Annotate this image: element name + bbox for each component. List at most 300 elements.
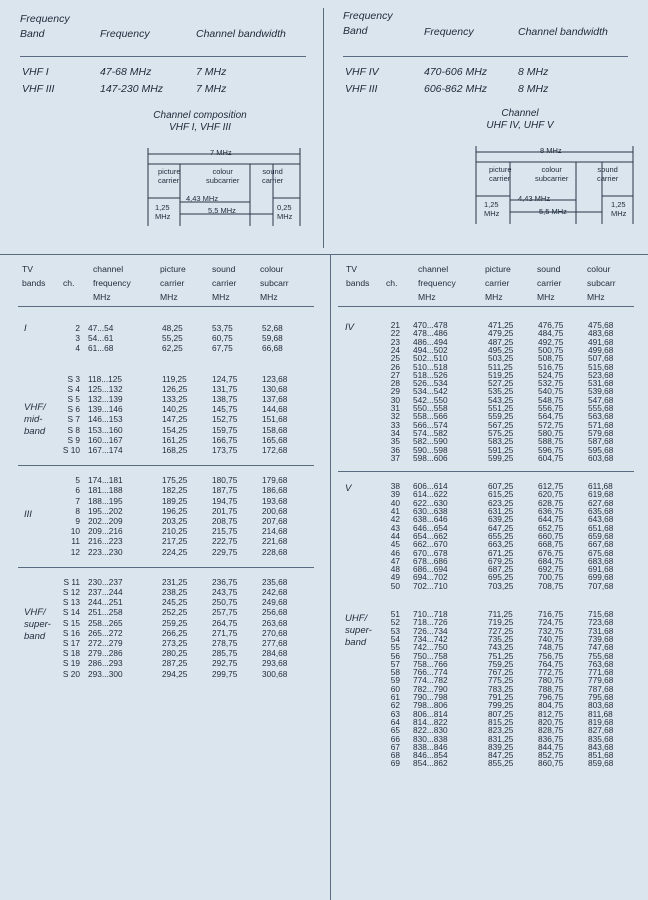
uhf-colour-subcarrier: colour subcarrier xyxy=(535,165,569,183)
colour-subcarrier: 715,68 xyxy=(588,609,614,619)
picture-carrier: 252,25 xyxy=(162,607,188,618)
sound-carrier: 676,75 xyxy=(538,547,564,558)
sound-carrier: 152,75 xyxy=(212,414,238,425)
colour-subcarrier: 300,68 xyxy=(262,668,288,679)
colour-subcarrier: 843,68 xyxy=(588,741,614,752)
picture-carrier: 210,25 xyxy=(162,526,188,537)
channel-number: 10 xyxy=(70,526,80,537)
vhf-left-gap: 1,25 MHz xyxy=(155,203,171,221)
uhf-right-gap: 1,25 MHz xyxy=(611,200,627,218)
diagram-uhf-caption: Channel UHF IV, UHF V xyxy=(486,108,554,131)
uhf-sound-carrier: sound carrier xyxy=(597,165,619,183)
band-bandwidth: 7 MHz xyxy=(196,66,227,78)
colour-subcarrier: 186,68 xyxy=(262,485,288,496)
channel-frequency: 678...686 xyxy=(413,555,448,566)
picture-carrier: 527,25 xyxy=(488,378,514,389)
picture-carrier: 615,25 xyxy=(488,489,514,500)
vhf-colour-subcarrier: colour subcarrier xyxy=(206,167,240,185)
picture-carrier: 743,25 xyxy=(488,642,514,653)
channel-frequency: 494...502 xyxy=(413,344,448,355)
channel-frequency: 486...494 xyxy=(413,336,448,347)
right-th-ch: ch. xyxy=(386,278,398,288)
sound-carrier: 764,75 xyxy=(538,658,564,669)
channel-frequency: 174...181 xyxy=(88,475,123,486)
colour-subcarrier: 563,68 xyxy=(588,411,614,422)
sound-carrier: 532,75 xyxy=(538,378,564,389)
sound-carrier: 124,75 xyxy=(212,373,238,384)
picture-carrier: 231,25 xyxy=(162,576,188,587)
colour-subcarrier: 130,68 xyxy=(262,383,288,394)
channel-number: 65 xyxy=(390,725,400,736)
channel-number: 40 xyxy=(390,497,400,508)
channel-number: 51 xyxy=(390,609,400,619)
colour-subcarrier: 763,68 xyxy=(588,658,614,669)
channel-number: 43 xyxy=(390,522,400,533)
band-header-right xyxy=(343,9,393,39)
group-divider xyxy=(338,471,634,472)
colour-subcarrier: 571,68 xyxy=(588,419,614,430)
sound-carrier: 476,75 xyxy=(538,320,564,330)
sound-carrier: 836,75 xyxy=(538,733,564,744)
channel-frequency: 534...542 xyxy=(413,386,448,397)
sound-carrier: 572,75 xyxy=(538,419,564,430)
channel-number: S 16 xyxy=(62,627,80,638)
left-th-snd: sound carrier MHz xyxy=(212,264,237,302)
colour-subcarrier: 827,68 xyxy=(588,725,614,736)
picture-carrier: 719,25 xyxy=(488,617,514,628)
band-frequency: 147-230 MHz xyxy=(100,83,164,95)
channel-number: 50 xyxy=(390,580,400,591)
channel-number: 11 xyxy=(71,536,80,547)
colour-subcarrier: 507,68 xyxy=(588,353,614,364)
channel-frequency: 574...582 xyxy=(413,427,448,438)
channel-frequency: 782...790 xyxy=(413,683,448,694)
channel-frequency: 195...202 xyxy=(88,505,123,516)
sound-carrier: 243,75 xyxy=(212,587,238,597)
channel-number: 46 xyxy=(390,547,400,558)
sound-carrier: 236,75 xyxy=(212,576,238,587)
right-th-freq: channel frequency MHz xyxy=(418,264,456,302)
colour-subcarrier: 523,68 xyxy=(588,369,614,380)
vhf-mid2: 5,5 MHz xyxy=(208,206,236,215)
channel-number: 28 xyxy=(390,378,400,389)
channel-frequency: 181...188 xyxy=(88,485,123,496)
band-group-label: V xyxy=(345,483,352,495)
group-divider xyxy=(18,567,314,568)
vhf-picture-carrier: picture carrier xyxy=(158,167,181,185)
picture-carrier: 196,25 xyxy=(162,505,188,516)
colour-subcarrier: 771,68 xyxy=(588,667,614,678)
picture-carrier: 126,25 xyxy=(162,383,188,394)
picture-carrier: 495,25 xyxy=(488,344,514,355)
channel-number: 31 xyxy=(390,403,400,413)
right-th-bands: TV bands xyxy=(346,264,370,288)
channel-number: S 12 xyxy=(62,587,80,597)
picture-carrier: 479,25 xyxy=(488,328,514,339)
channel-frequency: 153...160 xyxy=(88,424,123,435)
vhf-mid1: 4,43 MHz xyxy=(186,194,219,203)
colour-subcarrier: 611,68 xyxy=(588,481,613,492)
colour-subcarrier: 249,68 xyxy=(262,597,288,608)
sound-carrier: 201,75 xyxy=(212,505,238,516)
picture-carrier: 511,25 xyxy=(488,361,513,372)
channel-number: 9 xyxy=(75,516,80,526)
left-th-freq: channel frequency MHz xyxy=(93,264,131,302)
colour-subcarrier: 256,68 xyxy=(262,607,288,618)
channel-frequency: 566...574 xyxy=(413,419,448,430)
sound-carrier: 604,75 xyxy=(538,452,564,463)
picture-carrier: 799,25 xyxy=(488,700,514,711)
channel-number: 68 xyxy=(390,750,400,761)
sound-carrier: 828,75 xyxy=(538,725,564,736)
channel-frequency: 606...614 xyxy=(413,481,448,492)
sound-carrier: 299,75 xyxy=(212,668,238,679)
channel-number: 63 xyxy=(390,708,400,719)
band-group-label: IV xyxy=(345,322,354,333)
picture-carrier: 671,25 xyxy=(488,547,514,558)
diagram-vhf-caption: Channel composition VHF I, VHF III xyxy=(153,110,247,133)
band-bandwidth: 8 MHz xyxy=(518,66,549,78)
colour-subcarrier: 859,68 xyxy=(588,758,614,769)
colour-subcarrier: 270,68 xyxy=(262,627,288,638)
channel-frequency: 542...550 xyxy=(413,394,448,405)
channel-number: S 14 xyxy=(62,607,80,618)
colour-subcarrier: 228,68 xyxy=(262,546,288,557)
channel-frequency: 279...286 xyxy=(88,648,123,659)
picture-carrier: 519,25 xyxy=(488,369,514,380)
sound-carrier: 180,75 xyxy=(212,475,238,486)
picture-carrier: 631,25 xyxy=(488,506,514,516)
colour-subcarrier: 579,68 xyxy=(588,427,614,438)
picture-carrier: 140,25 xyxy=(162,404,188,415)
channel-frequency: 230...237 xyxy=(88,576,123,587)
channel-number: S 13 xyxy=(62,597,80,608)
sound-carrier: 131,75 xyxy=(212,383,238,394)
sound-carrier: 138,75 xyxy=(212,394,238,404)
channel-frequency: 47...54 xyxy=(88,323,114,333)
picture-carrier: 294,25 xyxy=(162,668,188,679)
sound-carrier: 159,75 xyxy=(212,424,238,435)
sound-carrier: 67,75 xyxy=(212,343,233,354)
channel-frequency: 510...518 xyxy=(413,361,448,372)
band-frequency: 470-606 MHz xyxy=(424,66,488,78)
channel-frequency: 710...718 xyxy=(413,609,448,619)
sound-carrier: 620,75 xyxy=(538,489,564,500)
channel-number: S 3 xyxy=(67,373,80,384)
channel-number: 55 xyxy=(390,642,400,653)
sound-carrier: 756,75 xyxy=(538,650,564,661)
channel-frequency: 293...300 xyxy=(88,668,123,679)
channel-number: S 6 xyxy=(67,404,80,415)
channel-number: 48 xyxy=(390,564,400,575)
sound-carrier: 285,75 xyxy=(212,648,238,659)
colour-subcarrier: 811,68 xyxy=(588,708,613,719)
colour-subcarrier: 539,68 xyxy=(588,386,614,397)
colour-subcarrier: 491,68 xyxy=(588,336,614,347)
col-channel-bandwidth-right: Channel bandwidth xyxy=(518,26,608,38)
right-th-snd: sound carrier MHz xyxy=(537,264,562,302)
channel-frequency: 209...216 xyxy=(88,526,123,537)
sound-carrier: 820,75 xyxy=(538,716,564,727)
channel-number: S 19 xyxy=(62,658,80,669)
picture-carrier: 751,25 xyxy=(488,650,514,661)
picture-carrier: 623,25 xyxy=(488,497,514,508)
picture-carrier: 663,25 xyxy=(488,539,514,550)
picture-carrier: 189,25 xyxy=(162,495,188,506)
sound-carrier: 250,75 xyxy=(212,597,238,608)
channel-number: 42 xyxy=(390,514,400,525)
uhf-total: 8 MHz xyxy=(540,146,562,155)
channel-frequency: 734...742 xyxy=(413,633,448,644)
band-group-label: VHF/ super- band xyxy=(24,606,51,642)
colour-subcarrier: 635,68 xyxy=(588,506,614,516)
channel-frequency: 61...68 xyxy=(88,343,114,354)
channel-number: 24 xyxy=(390,344,400,355)
sound-carrier: 524,75 xyxy=(538,369,564,380)
sound-carrier: 852,75 xyxy=(538,750,564,761)
colour-subcarrier: 819,68 xyxy=(588,716,614,727)
channel-frequency: 646...654 xyxy=(413,522,448,533)
colour-subcarrier: 200,68 xyxy=(262,505,288,516)
channel-number: 47 xyxy=(390,555,400,566)
channel-frequency: 258...265 xyxy=(88,617,123,628)
channel-frequency: 216...223 xyxy=(88,536,123,547)
sound-carrier: 588,75 xyxy=(538,436,564,447)
channel-number: 58 xyxy=(390,667,400,678)
channel-frequency: 622...630 xyxy=(413,497,448,508)
channel-number: 62 xyxy=(390,700,400,711)
picture-carrier: 607,25 xyxy=(488,481,514,492)
colour-subcarrier: 59,68 xyxy=(262,333,283,344)
channel-number: 23 xyxy=(390,336,400,347)
picture-carrier: 687,25 xyxy=(488,564,514,575)
uhf-picture-carrier: picture carrier xyxy=(489,165,512,183)
colour-subcarrier: 683,68 xyxy=(588,555,614,566)
picture-carrier: 575,25 xyxy=(488,427,514,438)
sound-carrier: 780,75 xyxy=(538,675,564,686)
channel-number: S 18 xyxy=(62,648,80,659)
channel-number: 29 xyxy=(390,386,400,397)
sound-carrier: 257,75 xyxy=(212,607,238,618)
sound-carrier: 844,75 xyxy=(538,741,564,752)
colour-subcarrier: 277,68 xyxy=(262,638,288,648)
left-th-pic: picture carrier MHz xyxy=(160,264,186,302)
channel-frequency: 139...146 xyxy=(88,404,123,415)
vhf-sound-carrier: sound carrier xyxy=(262,167,284,185)
sound-carrier: 292,75 xyxy=(212,658,238,669)
channel-frequency: 614...622 xyxy=(413,489,448,500)
channel-number: 44 xyxy=(390,530,400,541)
channel-frequency: 630...638 xyxy=(413,506,448,516)
channel-frequency: 662...670 xyxy=(413,539,448,550)
channel-frequency: 766...774 xyxy=(413,667,448,678)
channel-frequency: 558...566 xyxy=(413,411,448,422)
colour-subcarrier: 795,68 xyxy=(588,692,614,702)
channel-frequency: 694...702 xyxy=(413,572,448,583)
sound-carrier: 796,75 xyxy=(538,692,564,702)
colour-subcarrier: 515,68 xyxy=(588,361,614,372)
picture-carrier: 647,25 xyxy=(488,522,514,533)
channel-number: 25 xyxy=(390,353,400,364)
channel-frequency: 654...662 xyxy=(413,530,448,541)
colour-subcarrier: 643,68 xyxy=(588,514,614,525)
picture-carrier: 655,25 xyxy=(488,530,514,541)
channel-number: 6 xyxy=(75,485,80,496)
band-group-label: UHF/ super- band xyxy=(345,613,372,648)
channel-frequency: 125...132 xyxy=(88,383,123,394)
channel-frequency: 167...174 xyxy=(88,445,123,455)
colour-subcarrier: 172,68 xyxy=(262,445,288,455)
left-th-bands: TV bands xyxy=(22,264,46,288)
col-frequency: Frequency xyxy=(100,28,150,40)
channel-number: 64 xyxy=(390,716,400,727)
channel-number: 49 xyxy=(390,572,400,583)
picture-carrier: 679,25 xyxy=(488,555,514,566)
sound-carrier: 278,75 xyxy=(212,638,238,648)
sound-carrier: 556,75 xyxy=(538,403,564,413)
channel-frequency: 265...272 xyxy=(88,627,123,638)
picture-carrier: 182,25 xyxy=(162,485,188,496)
channel-number: 21 xyxy=(390,320,400,330)
picture-carrier: 783,25 xyxy=(488,683,514,694)
channel-frequency: 830...838 xyxy=(413,733,448,744)
sound-carrier: 492,75 xyxy=(538,336,564,347)
colour-subcarrier: 293,68 xyxy=(262,658,288,669)
sound-carrier: 548,75 xyxy=(538,394,564,405)
channel-frequency: 702...710 xyxy=(413,580,448,591)
picture-carrier: 567,25 xyxy=(488,419,514,430)
colour-subcarrier: 675,68 xyxy=(588,547,614,558)
channel-frequency: 758...766 xyxy=(413,658,448,669)
channel-number: S 7 xyxy=(67,414,80,425)
col-frequency-band-right: Frequency Band xyxy=(343,10,393,37)
colour-subcarrier: 595,68 xyxy=(588,444,614,455)
picture-carrier: 559,25 xyxy=(488,411,514,422)
channel-frequency: 132...139 xyxy=(88,394,123,404)
channel-frequency: 470...478 xyxy=(413,320,448,330)
sound-carrier: 540,75 xyxy=(538,386,564,397)
channel-frequency: 590...598 xyxy=(413,444,448,455)
channel-number: 32 xyxy=(390,411,400,422)
channel-frequency: 806...814 xyxy=(413,708,448,719)
channel-number: 33 xyxy=(390,419,400,430)
right-th-col: colour subcarr MHz xyxy=(587,264,616,302)
colour-subcarrier: 52,68 xyxy=(262,323,283,333)
sound-carrier: 166,75 xyxy=(212,434,238,445)
col-channel-bandwidth: Channel bandwidth xyxy=(196,28,286,40)
uhf-mid1: 4,43 MHz xyxy=(518,194,551,203)
colour-subcarrier: 221,68 xyxy=(262,536,288,547)
colour-subcarrier: 66,68 xyxy=(262,343,283,354)
channel-number: 54 xyxy=(390,633,400,644)
channel-number: 56 xyxy=(390,650,400,661)
picture-carrier: 815,25 xyxy=(488,716,514,727)
picture-carrier: 62,25 xyxy=(162,343,183,354)
sound-carrier: 612,75 xyxy=(538,481,564,492)
band-header-left xyxy=(20,12,70,42)
sound-carrier: 732,75 xyxy=(538,625,564,636)
picture-carrier: 238,25 xyxy=(162,587,188,597)
picture-carrier: 217,25 xyxy=(162,536,188,547)
colour-subcarrier: 731,68 xyxy=(588,625,614,636)
channel-number: 38 xyxy=(390,481,400,492)
channel-frequency: 838...846 xyxy=(413,741,448,752)
picture-carrier: 711,25 xyxy=(488,609,513,619)
channel-number: 35 xyxy=(390,436,400,447)
sound-carrier: 208,75 xyxy=(212,516,238,526)
channel-number: 69 xyxy=(390,758,400,769)
sound-carrier: 628,75 xyxy=(538,497,564,508)
colour-subcarrier: 214,68 xyxy=(262,526,288,537)
colour-subcarrier: 835,68 xyxy=(588,733,614,744)
channel-frequency: 774...782 xyxy=(413,675,448,686)
colour-subcarrier: 739,68 xyxy=(588,633,614,644)
picture-carrier: 855,25 xyxy=(488,758,514,769)
colour-subcarrier: 667,68 xyxy=(588,539,614,550)
sound-carrier: 264,75 xyxy=(212,617,238,628)
channel-frequency: 286...293 xyxy=(88,658,123,669)
channel-number: S 8 xyxy=(67,424,80,435)
colour-subcarrier: 707,68 xyxy=(588,580,614,591)
sound-carrier: 60,75 xyxy=(212,333,233,344)
channel-number: 61 xyxy=(390,692,400,702)
picture-carrier: 831,25 xyxy=(488,733,514,744)
channel-number: 4 xyxy=(75,343,80,354)
sound-carrier: 724,75 xyxy=(538,617,564,628)
colour-subcarrier: 193,68 xyxy=(262,495,288,506)
sound-carrier: 692,75 xyxy=(538,564,564,575)
channel-frequency: 582...590 xyxy=(413,436,448,447)
sound-carrier: 580,75 xyxy=(538,427,564,438)
channel-number: 66 xyxy=(390,733,400,744)
channel-frequency: 798...806 xyxy=(413,700,448,711)
channel-frequency: 272...279 xyxy=(88,638,123,648)
picture-carrier: 639,25 xyxy=(488,514,514,525)
channel-frequency: 526...534 xyxy=(413,378,448,389)
channel-frequency: 550...558 xyxy=(413,403,448,413)
channel-number: 67 xyxy=(390,741,400,752)
channel-frequency: 750...758 xyxy=(413,650,448,661)
channel-frequency: 478...486 xyxy=(413,328,448,339)
colour-subcarrier: 137,68 xyxy=(262,394,288,404)
colour-subcarrier: 179,68 xyxy=(262,475,288,486)
sound-carrier: 684,75 xyxy=(538,555,564,566)
colour-subcarrier: 235,68 xyxy=(262,576,288,587)
colour-subcarrier: 803,68 xyxy=(588,700,614,711)
picture-carrier: 807,25 xyxy=(488,708,514,719)
colour-subcarrier: 242,68 xyxy=(262,587,288,597)
sound-carrier: 53,75 xyxy=(212,323,233,333)
channel-frequency: 790...798 xyxy=(413,692,448,702)
col-frequency-band: Frequency Band xyxy=(20,13,70,40)
channel-number: 39 xyxy=(390,489,400,500)
picture-carrier: 599,25 xyxy=(488,452,514,463)
picture-carrier: 727,25 xyxy=(488,625,514,636)
colour-subcarrier: 207,68 xyxy=(262,516,288,526)
sound-carrier: 500,75 xyxy=(538,344,564,355)
picture-carrier: 273,25 xyxy=(162,638,188,648)
channel-number: 52 xyxy=(390,617,400,628)
vhf-right-gap: 0,25 MHz xyxy=(277,203,293,221)
sound-carrier: 708,75 xyxy=(538,580,564,591)
channel-frequency: 726...734 xyxy=(413,625,448,636)
channel-number: 7 xyxy=(75,495,80,506)
picture-carrier: 847,25 xyxy=(488,750,514,761)
channel-number: 5 xyxy=(75,475,80,486)
picture-carrier: 119,25 xyxy=(162,373,187,384)
colour-subcarrier: 158,68 xyxy=(262,424,288,435)
band-name: VHF I xyxy=(22,66,49,78)
